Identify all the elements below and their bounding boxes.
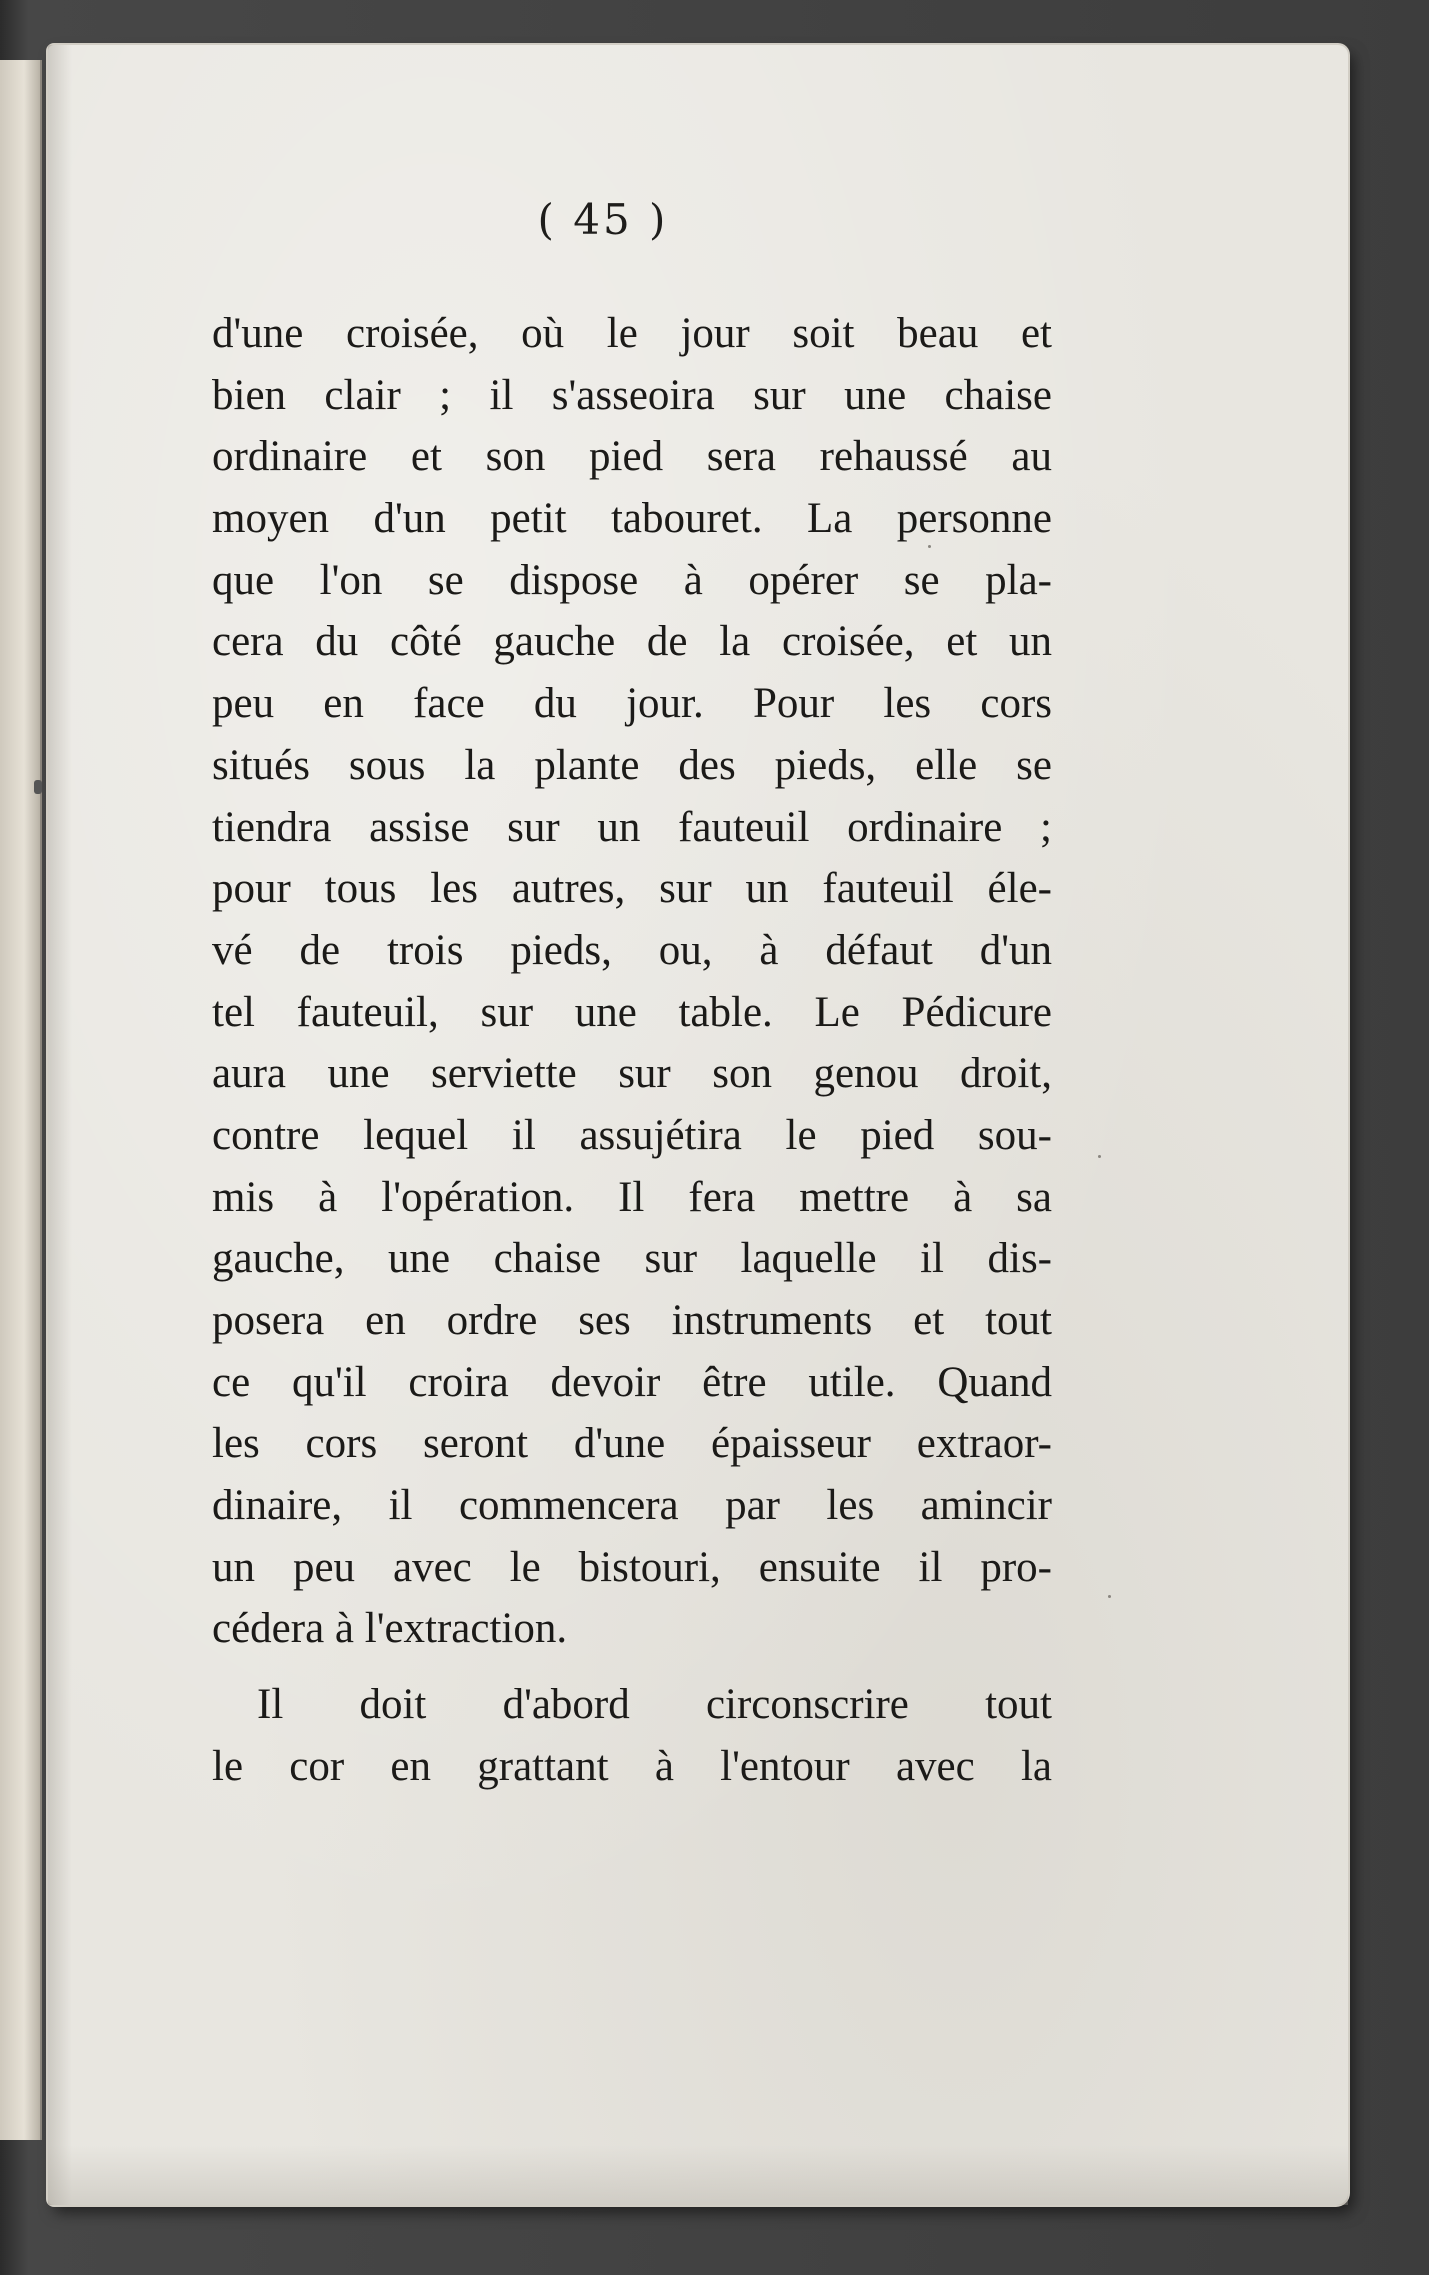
text-line: pour tous les autres, sur un fauteuil éle- bbox=[212, 865, 1052, 913]
text-line: cédera à l'extraction. bbox=[212, 1605, 568, 1653]
text-line: d'une croisée, où le jour soit beau et bbox=[212, 310, 1052, 357]
page-number: ( 45 ) bbox=[537, 195, 669, 244]
text-line: les cors seront d'une épaisseur extraor- bbox=[212, 1420, 1052, 1468]
facing-page-edge bbox=[0, 60, 42, 2140]
body-text bbox=[212, 303, 1052, 1798]
text-line: gauche, une chaise sur laquelle il dis- bbox=[212, 1235, 1052, 1283]
binding-mark bbox=[34, 780, 42, 794]
text-line: vé de trois pieds, ou, à défaut d'un bbox=[212, 926, 1052, 974]
text-line: le cor en grattant à l'entour avec la bbox=[212, 1742, 1052, 1790]
text-line: cera du côté gauche de la croisée, et un bbox=[212, 618, 1052, 666]
text-line: tiendra assise sur un fauteuil ordinaire ; bbox=[212, 803, 1052, 851]
text-line: tel fauteuil, sur une table. Le Pédicure bbox=[212, 988, 1052, 1036]
text-line: Il doit d'abord circonscrire tout bbox=[257, 1681, 1052, 1729]
paper-speck bbox=[1108, 1595, 1111, 1598]
text-line: situés sous la plante des pieds, elle se bbox=[212, 741, 1052, 789]
text-line: aura une serviette sur son genou droit, bbox=[212, 1050, 1052, 1098]
text-line: moyen d'un petit tabouret. La personne bbox=[212, 495, 1052, 543]
paper-speck bbox=[1098, 1155, 1101, 1158]
text-line: dinaire, il commencera par les amincir bbox=[212, 1482, 1052, 1530]
text-line: ce qu'il croira devoir être utile. Quand bbox=[212, 1358, 1052, 1406]
text-line: bien clair ; il s'asseoira sur une chaise bbox=[212, 371, 1052, 419]
text-line: que l'on se dispose à opérer se pla- bbox=[212, 556, 1052, 604]
text-line: mis à l'opération. Il fera mettre à sa bbox=[212, 1173, 1052, 1221]
text-line: ordinaire et son pied sera rehaussé au bbox=[212, 433, 1052, 481]
text-line: peu en face du jour. Pour les cors bbox=[212, 680, 1052, 728]
paper-speck bbox=[928, 545, 931, 548]
text-line: contre lequel il assujétira le pied sou- bbox=[212, 1111, 1052, 1159]
text-line: posera en ordre ses instruments et tout bbox=[212, 1297, 1052, 1344]
paragraph-gap bbox=[212, 1660, 1052, 1674]
book-page bbox=[48, 45, 1348, 2205]
text-line: un peu avec le bistouri, ensuite il pro- bbox=[212, 1543, 1052, 1591]
